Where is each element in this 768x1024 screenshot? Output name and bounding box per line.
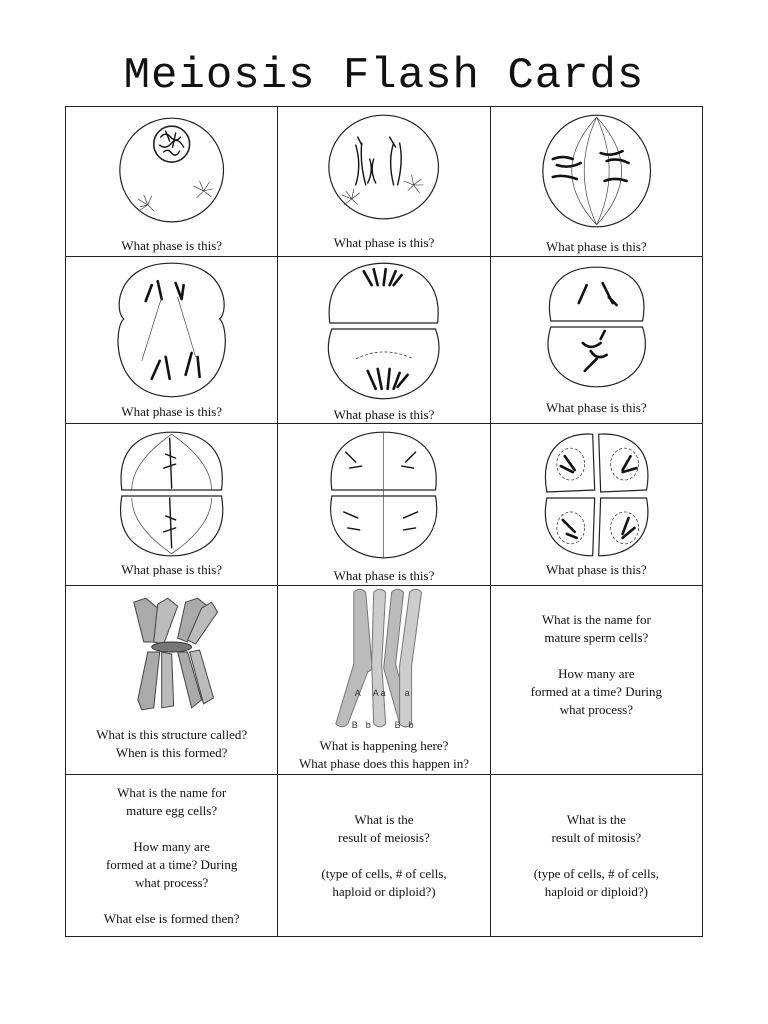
allele-label: b: [408, 719, 414, 730]
cell-diagram-prophase-i: [66, 107, 277, 237]
cell-diagram-telophase-ii: [491, 424, 702, 564]
flash-card: [66, 257, 278, 424]
allele-label: b: [366, 719, 372, 730]
card-question: What phase is this?: [121, 238, 223, 253]
flash-card: [66, 775, 278, 937]
flash-card: [278, 424, 490, 586]
flash-card: [490, 257, 702, 424]
cell-diagram-prophase-ii: [491, 257, 702, 397]
cell-diagram-anaphase-i: [66, 257, 277, 402]
flash-card: [278, 107, 490, 257]
card-question: What is the name for mature sperm cells? How many are formed at a time? During what process?: [530, 612, 663, 717]
card-question: What is happening here? What phase does this happen in?: [298, 738, 470, 771]
flash-card: [278, 257, 490, 424]
card-question: What is this structure called? When is this formed?: [96, 727, 248, 760]
card-question: What phase is this?: [121, 404, 223, 419]
flash-card: [490, 424, 702, 586]
card-question: What phase is this?: [121, 562, 223, 577]
card-question: What phase is this?: [545, 400, 647, 415]
card-question: What phase is this?: [545, 239, 647, 254]
flash-card: [278, 775, 490, 937]
cell-diagram-metaphase-i: [491, 107, 702, 237]
card-question: What is the result of meiosis? (type of cells, # of cells, haploid or diploid?): [321, 811, 447, 899]
card-question: What is the name for mature egg cells? How many are formed at a time? During what process? What else is formed then?: [103, 784, 240, 926]
cell-diagram-metaphase-ii: [66, 424, 277, 564]
flash-card: [490, 775, 702, 937]
allele-label: A: [373, 687, 380, 698]
flash-card: [490, 107, 702, 257]
allele-label: B: [394, 719, 401, 730]
flash-card: [490, 586, 702, 775]
crossing-over-diagram: [278, 586, 489, 736]
flash-card: [278, 586, 490, 775]
card-question: What phase is this?: [333, 407, 435, 422]
allele-label: A: [355, 687, 362, 698]
cell-diagram-telophase-i: [278, 257, 489, 405]
tetrad-diagram: [66, 586, 277, 726]
flash-card-grid: [65, 106, 703, 937]
card-question: What phase is this?: [333, 568, 435, 583]
allele-label: a: [381, 687, 387, 698]
page-title: Meiosis Flash Cards: [123, 51, 645, 101]
flash-card: [66, 586, 278, 775]
allele-label: B: [352, 719, 359, 730]
cell-diagram-prophase-i-late: [278, 107, 489, 237]
flash-card: [66, 424, 278, 586]
flash-card: [66, 107, 278, 257]
card-question: What is the result of mitosis? (type of cells, # of cells, haploid or diploid?): [533, 811, 659, 899]
card-question: What phase is this?: [333, 235, 435, 250]
card-question: What phase is this?: [545, 562, 647, 577]
allele-label: a: [404, 687, 410, 698]
cell-diagram-anaphase-ii: [278, 424, 489, 564]
